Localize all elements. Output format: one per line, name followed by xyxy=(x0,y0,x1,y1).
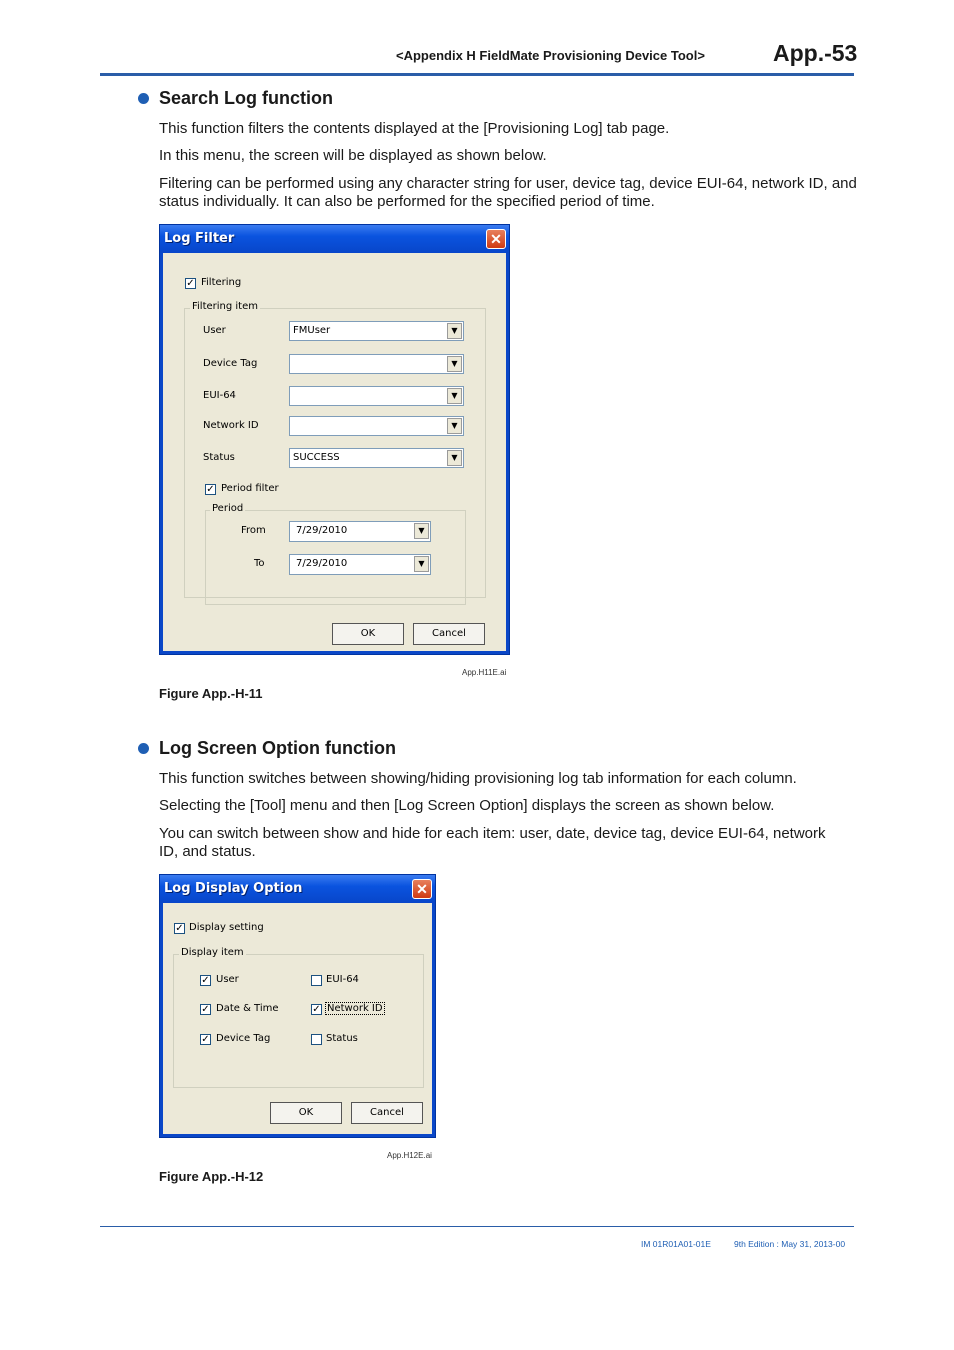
section-title-log-screen-option: Log Screen Option function xyxy=(159,738,396,758)
dialog-title: Log Filter xyxy=(164,231,235,246)
from-label: From xyxy=(241,525,266,536)
chevron-down-icon[interactable]: ▼ xyxy=(447,418,462,434)
user-label: User xyxy=(203,325,226,336)
log-display-option-dialog xyxy=(159,874,436,1138)
figure-file-name: App.H12E.ai xyxy=(387,1151,432,1160)
page-number: App.-53 xyxy=(773,40,858,66)
paragraph: Filtering can be performed using any character string for user, device tag, device EUI-64, network ID, and status individually. It can also be performed for the specified period of time. xyxy=(159,175,857,210)
close-icon[interactable]: ✕ xyxy=(486,229,506,249)
cancel-button[interactable]: Cancel xyxy=(351,1102,423,1124)
period-filter-checkbox[interactable]: ✓ xyxy=(206,484,215,495)
chevron-down-icon[interactable]: ▼ xyxy=(414,523,429,539)
from-date-picker[interactable] xyxy=(289,521,431,542)
network-id-label: Network ID xyxy=(327,1003,383,1014)
figure-file-name: App.H11E.ai xyxy=(462,668,507,677)
dialog-titlebar xyxy=(160,225,509,253)
cancel-button[interactable]: Cancel xyxy=(413,623,485,645)
paragraph: Selecting the [Tool] menu and then [Log Screen Option] displays the screen as shown below. xyxy=(159,797,775,814)
to-label: To xyxy=(254,558,265,569)
display-item-group-label: Display item xyxy=(181,947,244,958)
dialog-titlebar xyxy=(160,875,435,903)
user-label: User xyxy=(216,974,239,985)
period-group-label: Period xyxy=(212,503,244,514)
dialog-body xyxy=(163,253,506,651)
footer-rule xyxy=(100,1226,854,1227)
header-rule xyxy=(100,73,854,76)
device-tag-checkbox[interactable]: ✓ xyxy=(201,1034,210,1045)
status-combo[interactable] xyxy=(289,448,464,468)
display-setting-checkbox[interactable]: ✓ xyxy=(175,923,184,934)
device-tag-label: Device Tag xyxy=(203,358,258,369)
log-filter-dialog xyxy=(159,224,510,655)
ok-button[interactable]: OK xyxy=(332,623,404,645)
figure-caption: Figure App.-H-12 xyxy=(159,1169,264,1184)
filtering-item-group-label: Filtering item xyxy=(192,301,259,312)
period-filter-label: Period filter xyxy=(221,483,279,494)
status-checkbox[interactable] xyxy=(311,1034,322,1045)
status-label: Status xyxy=(326,1033,358,1044)
section-title-search-log: Search Log function xyxy=(159,88,334,108)
filtering-checkbox[interactable]: ✓ xyxy=(186,278,195,289)
edition-info: 9th Edition : May 31, 2013-00 xyxy=(734,1239,846,1249)
paragraph: You can switch between show and hide for each item: user, date, device tag, device EUI-64, network ID, and status. xyxy=(159,825,826,860)
user-value: FMUser xyxy=(293,325,331,336)
paragraph: In this menu, the screen will be displayed as shown below. xyxy=(159,147,547,164)
display-setting-label: Display setting xyxy=(189,922,264,933)
figure-caption: Figure App.-H-11 xyxy=(159,686,263,701)
chevron-down-icon[interactable]: ▼ xyxy=(447,356,462,372)
close-icon[interactable]: ✕ xyxy=(412,879,432,899)
document-number: IM 01R01A01-01E xyxy=(641,1239,711,1249)
chevron-down-icon[interactable]: ▼ xyxy=(447,450,462,466)
device-tag-combo[interactable] xyxy=(289,354,464,374)
device-tag-label: Device Tag xyxy=(216,1033,271,1044)
eui64-combo[interactable] xyxy=(289,386,464,406)
bullet-icon xyxy=(138,93,149,104)
eui64-label: EUI-64 xyxy=(326,974,359,985)
user-combo[interactable] xyxy=(289,321,464,341)
chevron-down-icon[interactable]: ▼ xyxy=(414,556,429,572)
from-date-value: 7/29/2010 xyxy=(296,525,348,536)
network-id-checkbox[interactable]: ✓ xyxy=(312,1004,321,1015)
chevron-down-icon[interactable]: ▼ xyxy=(447,388,462,404)
paragraph: This function switches between showing/hiding provisioning log tab information for each column. xyxy=(159,770,797,787)
dialog-title: Log Display Option xyxy=(164,881,303,896)
eui64-checkbox[interactable] xyxy=(311,975,322,986)
dialog-body xyxy=(163,903,432,1134)
network-id-combo[interactable] xyxy=(289,416,464,436)
date-time-label: Date & Time xyxy=(216,1003,279,1014)
paragraph: This function filters the contents displayed at the [Provisioning Log] tab page. xyxy=(159,120,670,137)
date-time-checkbox[interactable]: ✓ xyxy=(201,1004,210,1015)
eui64-label: EUI-64 xyxy=(203,390,236,401)
running-header: <Appendix H FieldMate Provisioning Device Tool> xyxy=(396,48,705,63)
status-label: Status xyxy=(203,452,235,463)
bullet-icon xyxy=(138,743,149,754)
user-checkbox[interactable]: ✓ xyxy=(201,975,210,986)
ok-button[interactable]: OK xyxy=(270,1102,342,1124)
to-date-picker[interactable] xyxy=(289,554,431,575)
filtering-label: Filtering xyxy=(201,277,242,288)
chevron-down-icon[interactable]: ▼ xyxy=(447,323,462,339)
to-date-value: 7/29/2010 xyxy=(296,558,348,569)
status-value: SUCCESS xyxy=(293,452,340,463)
network-id-label: Network ID xyxy=(203,420,259,431)
